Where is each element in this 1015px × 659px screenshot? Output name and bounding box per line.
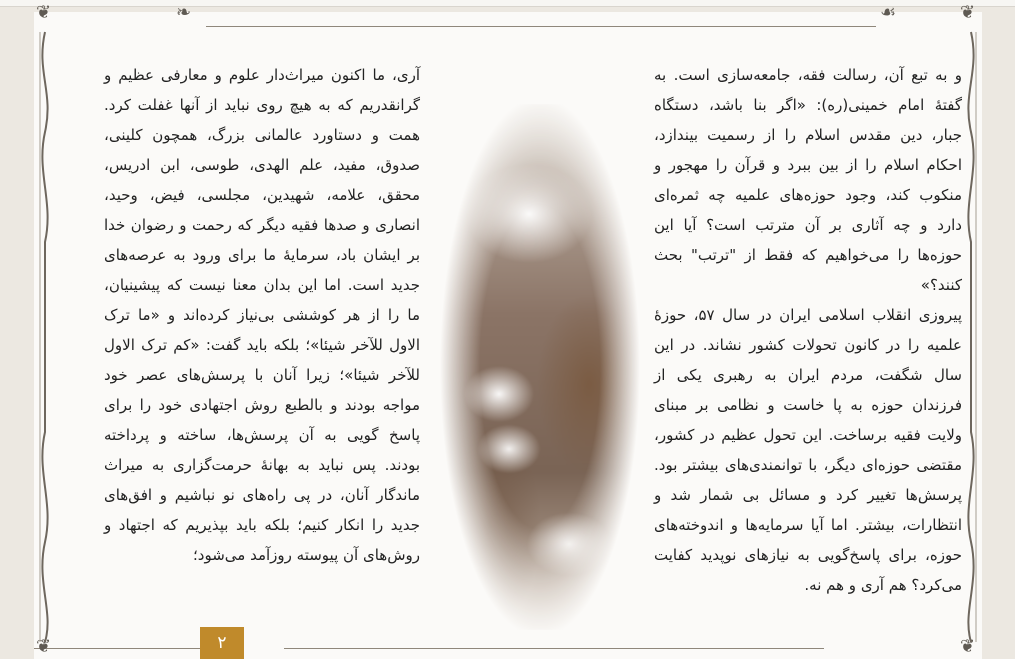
- corner-ornament-top-right: ❦: [960, 2, 976, 23]
- clerics-gathering-photo: [439, 104, 641, 630]
- right-border-ornament: [960, 12, 982, 659]
- book-page: [34, 2, 982, 659]
- bottom-border-line-left: [34, 648, 204, 649]
- corner-ornament-bottom-right: ❦: [960, 636, 976, 657]
- corner-ornament-top-left: ❦: [36, 2, 52, 23]
- top-ornament-right: ☙: [880, 2, 897, 23]
- left-border-ornament: [34, 12, 56, 659]
- page-number-badge: ۲: [200, 627, 244, 659]
- right-text-column: [654, 60, 962, 600]
- top-ornament-left: ❧: [176, 2, 192, 23]
- top-border-line: [206, 26, 876, 27]
- right-paragraph-2: پیروزی انقلاب اسلامی ایران در سال ۵۷، حوزهٔ علمیه را در کانون تحولات کشور نشاند. در این سال شگفت، مردم ایران به رهبری یکی از فرزندان حوزه به پا خاست و نظامی بر مبنای ولایت فقیه برساخت. این تحول عظیم در کشور، مقتضی حوزه‌ای دیگر، با توانمندی‌های بیشتر بود. پرسش‌ها تغییر کرد و مسائل بی شمار شد و انتظارات، بیشتر. اما آیا سرمایه‌ها و اندوخته‌های حوزه، برای پاسخ‌گویی به نیازهای نوپدید کفایت می‌کرد؟ هم آری و هم نه.: [654, 306, 962, 594]
- bottom-border-line-right: [284, 648, 824, 649]
- right-paragraph-1: و به تبع آن، رسالت فقه، جامعه‌سازی است. به گفتهٔ امام خمینی(ره): «اگر بنا باشد، دستگاه جبار، دین مقدس اسلام را از رسمیت بیندازد، احکام اسلام را از بین ببرد و قرآن را مهجور و منکوب کند، وجود حوزه‌های علمیه چه ثمره‌ای دارد و چه آثاری بر آن مترتب است؟ آیا این حوزه‌ها را می‌خواهیم که فقط از "ترتب" بحث کنند؟»: [654, 66, 962, 294]
- left-text-column: [104, 60, 420, 570]
- corner-ornament-bottom-left: ❦: [36, 636, 52, 657]
- left-paragraph-1: آری، ما اکنون میراث‌دار علوم و معارفی عظیم و گرانقدریم که به هیچ روی نباید از آنها غفلت کرد. همت و دستاورد عالمانی بزرگ، همچون کلینی، صدوق، مفید، علم الهدی، طوسی، ابن ادریس، محقق، علامه، شهیدین، مجلسی، فیض، وحید، انصاری و صدها فقیه دیگر که رحمت و رضوان خدا بر ایشان باد، سرمایهٔ ما برای ورود به عرصه‌های جدید است. اما این بدان معنا نیست که پیشینیان، ما را از هر کوششی بی‌نیاز کرده‌اند و «ما ترک الاول للآخر شیئا»؛ بلکه باید گفت: «کم ترک الاول للآخر شیئا»؛ زیرا آنان با پرسش‌های عصر خود مواجه بودند و بالطبع روش اجتهادی خود را برای پاسخ گویی به آن پرسش‌ها، ساخته و پرداخته بودند. پس نباید به بهانهٔ حرمت‌گزاری به میراث ماندگار آنان، در پی راه‌های نو نباشیم و افق‌های جدید را انکار کنیم؛ بلکه باید بپذیریم که اجتهاد و روش‌های آن پیوسته روزآمد می‌شود؛: [104, 66, 420, 564]
- top-toolbar-strip: [0, 0, 1015, 7]
